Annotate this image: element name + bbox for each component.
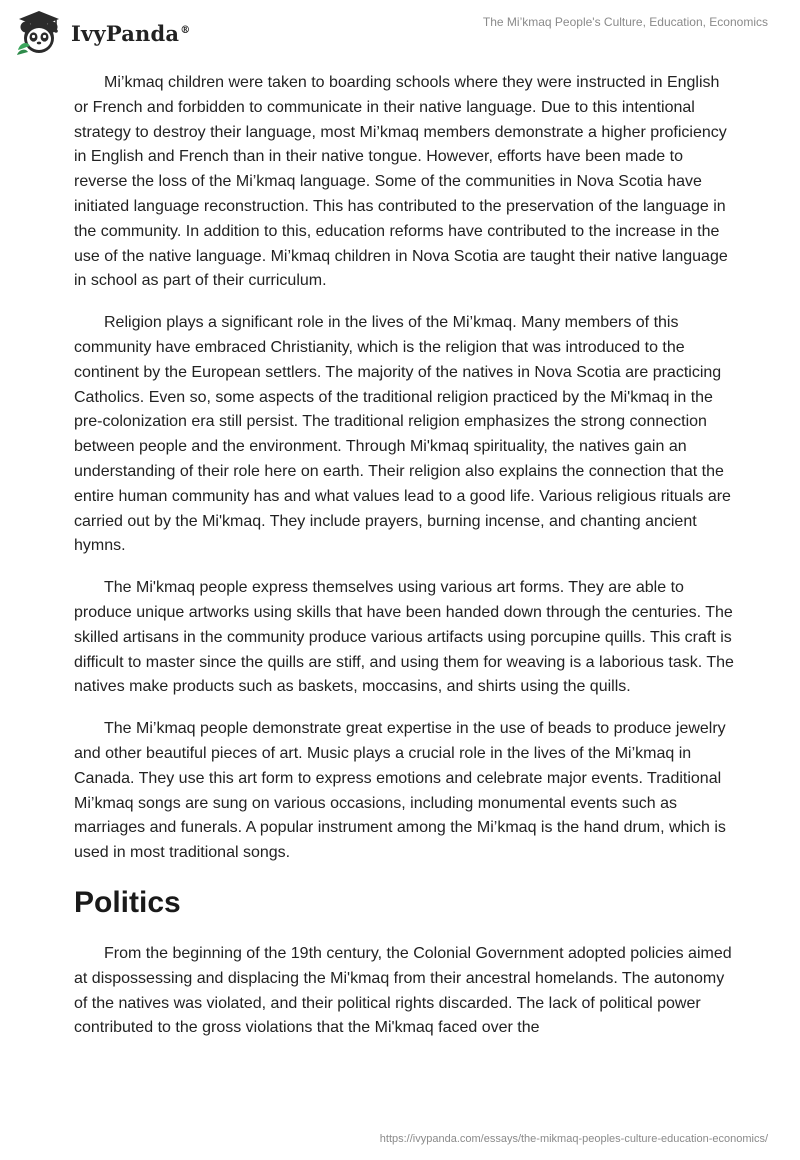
paragraph-language: Mi’kmaq children were taken to boarding schools where they were instructed in English or French and forbidden to communicate in their native language. Due to this intentional strategy to destroy their language, most Mi’kmaq members demonstrate a higher proficiency in English and French than in their native tongue. However, efforts have been made to reverse the loss of the Mi’kmaq language. Some of the communities in Nova Scotia have initiated language reconstruction. This has contributed to the preservation of the language in the community. In addition to this, education reforms have contributed to the increase in the use of the native language. Mi’kmaq children in Nova Scotia are taught their native language in school as part of their curriculum. bbox=[74, 74, 728, 290]
paragraph-religion: Religion plays a significant role in the lives of the Mi’kmaq. Many members of this community have embraced Christianity, which is the religion that was introduced to the continent by the European settlers. The majority of the natives in Nova Scotia are practicing Catholics. Even so, some aspects of the traditional religion practiced by the Mi'kmaq in the pre-colonization era still persist. The traditional religion emphasizes the strong connection between people and the environment. Through Mi'kmaq spirituality, the natives gain an understanding of their role here on earth. Their religion also explains the connection that the entire human community has and what values lead to a good life. Various religious rituals are carried out by the Mi'kmaq. They include prayers, burning incense, and chanting ancient hymns. bbox=[74, 314, 731, 555]
panda-logo-icon bbox=[14, 8, 64, 58]
paragraph-beads-music: The Mi’kmaq people demonstrate great expertise in the use of beads to produce jewelry and other beautiful pieces of art. Music plays a crucial role in the lives of the Mi’kmaq in Canada. They use this art form to express emotions and celebrate major events. Traditional Mi’kmaq songs are sung on various occasions, including monumental events such as marriages and funerals. A popular instrument among the Mi’kmaq is the hand drum, which is used in most traditional songs. bbox=[74, 720, 726, 862]
document-title: The Mi’kmaq People's Culture, Education, Economics bbox=[482, 15, 768, 29]
page-header bbox=[0, 0, 800, 64]
source-url[interactable]: https://ivypanda.com/essays/the-mikmaq-peoples-culture-education-economics/ bbox=[379, 1133, 768, 1145]
ivypanda-logo[interactable] bbox=[14, 8, 190, 58]
article-body bbox=[74, 71, 734, 1058]
logo-wordmark: IvyPanda® bbox=[71, 20, 191, 46]
paragraph-art-quills: The Mi'kmaq people express themselves using various art forms. They are able to produce unique artworks using skills that have been handed down through the centuries. The skilled artisans in the community produce various artifacts using porcupine quills. This craft is difficult to master since the quills are stiff, and using them for weaving is a laborious task. The natives make products such as baskets, moccasins, and shirts using the quills. bbox=[74, 579, 734, 696]
section-heading-politics: Politics bbox=[74, 885, 181, 919]
paragraph-politics: From the beginning of the 19th century, the Colonial Government adopted policies aimed at dispossessing and displacing the Mi'kmaq from their ancestral homelands. The autonomy of the natives was violated, and their political rights discarded. The lack of political power contributed to the gross violations that the Mi'kmaq faced over the bbox=[74, 944, 732, 1037]
